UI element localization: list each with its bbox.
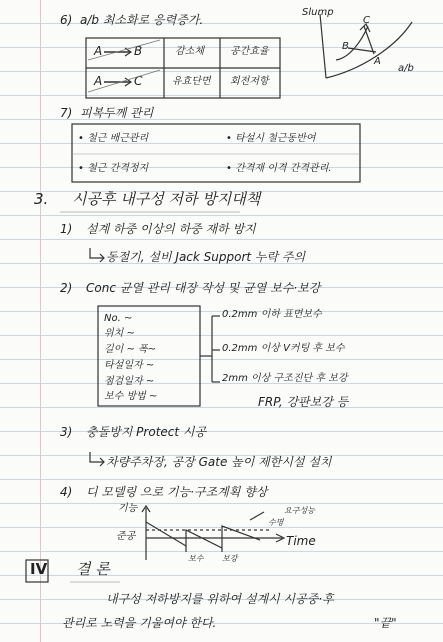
s3-item1-arrow-text: 동절기, 설비 Jack Support 누락 주의 bbox=[106, 250, 306, 264]
branch-2: 0.2mm 이상 V커팅 후 보수 bbox=[222, 343, 345, 354]
table-row1-to: B bbox=[134, 44, 143, 58]
s3-item4-text: 디 모델링 으로 기능·구조계획 향상 bbox=[86, 485, 268, 499]
item3-arrow bbox=[90, 452, 104, 466]
ledger-line-2: 위치 ~ bbox=[104, 328, 135, 339]
box-item-2: • 타설시 철근동반여 bbox=[226, 133, 316, 144]
graph-level-label: 준공 bbox=[116, 531, 136, 542]
item7-box-lines bbox=[72, 124, 360, 182]
branch-1: 0.2mm 이하 표면보수 bbox=[222, 309, 322, 320]
item6-number: 6) bbox=[60, 13, 73, 27]
ledger-line-1: No. ~ bbox=[104, 313, 133, 324]
s3-item1-number: 1) bbox=[60, 222, 73, 236]
item1-arrow bbox=[90, 248, 104, 262]
table-row2-from: A bbox=[94, 74, 103, 88]
item7-title: 피복두께 관리 bbox=[80, 106, 154, 120]
section3-number: 3. bbox=[34, 190, 49, 208]
conclusion-line-1: 내구성 저하방지를 위하여 설계시 시공중·후 bbox=[106, 592, 334, 606]
box-item-3: • 철근 간격정지 bbox=[78, 163, 149, 174]
diagram-ab-label: a/b bbox=[398, 63, 414, 74]
table-row1-cell2: 공간효율 bbox=[230, 46, 269, 57]
slump-label: Slump bbox=[302, 7, 334, 18]
conclusion-title: 결 론 bbox=[76, 560, 110, 578]
item6-table-lines bbox=[86, 38, 280, 98]
graph-y-label: 기능 bbox=[118, 503, 138, 514]
table-row1-cell1: 감소체 bbox=[175, 46, 204, 57]
s3-item1-text: 설계 하중 이상의 하중 재하 방지 bbox=[86, 222, 256, 236]
ledger-line-3: 길이 ~ 폭~ bbox=[104, 344, 157, 355]
table-row1-from: A bbox=[94, 44, 103, 58]
graph-x-label: Time bbox=[286, 534, 316, 548]
graph-top-label: 요구성능 bbox=[284, 506, 315, 515]
s3-item3-text: 충돌방지 Protect 시공 bbox=[86, 425, 207, 439]
s3-item2-number: 2) bbox=[60, 281, 73, 295]
diagram-c-label: C bbox=[363, 15, 370, 26]
section3-title: 시공후 내구성 저하 방지대책 bbox=[72, 190, 261, 208]
repair-methods: FRP, 강판보강 등 bbox=[258, 395, 349, 409]
graph-mark2: 보강 bbox=[222, 554, 238, 563]
conclusion-marks bbox=[26, 560, 120, 582]
branch-3: 2mm 이상 구조진단 후 보강 bbox=[222, 373, 348, 384]
slump-diagram bbox=[320, 14, 412, 78]
conclusion-line-2: 관리로 노력을 기울여야 한다. bbox=[62, 616, 217, 630]
diagram-a-label: A bbox=[374, 56, 381, 67]
conclusion-number: IV bbox=[30, 560, 48, 578]
s3-item3-arrow-text: 차량주차장, 공장 Gate 높이 제한시설 설치 bbox=[106, 455, 332, 469]
table-row2-to: C bbox=[134, 74, 143, 88]
performance-graph bbox=[142, 506, 284, 560]
s3-item3-number: 3) bbox=[60, 425, 73, 439]
ledger-line-5: 점검일자 ~ bbox=[104, 376, 155, 387]
item7-number: 7) bbox=[60, 106, 73, 120]
table-row2-cell1: 유효단면 bbox=[172, 76, 211, 87]
ledger-line-4: 타설일자 ~ bbox=[104, 360, 155, 371]
s3-item4-number: 4) bbox=[60, 485, 73, 499]
box-item-1: • 철근 배근관리 bbox=[78, 133, 149, 144]
item6-title: a/b 최소화로 응력증가. bbox=[80, 13, 204, 27]
graph-mark1: 보수 bbox=[188, 554, 204, 563]
graph-small-label: 수명 bbox=[268, 518, 284, 527]
s3-item2-text: Conc 균열 관리 대장 작성 및 균열 보수·보강 bbox=[86, 281, 321, 295]
box-item-4: • 간격재 이격 간격관리. bbox=[226, 163, 332, 174]
table-row2-cell2: 회전저항 bbox=[230, 76, 269, 87]
ledger-line-6: 보수 방법 ~ bbox=[104, 391, 158, 402]
diagram-b-label: B bbox=[342, 41, 349, 52]
ledger-box bbox=[98, 306, 220, 406]
end-mark: "끝" bbox=[374, 616, 397, 630]
